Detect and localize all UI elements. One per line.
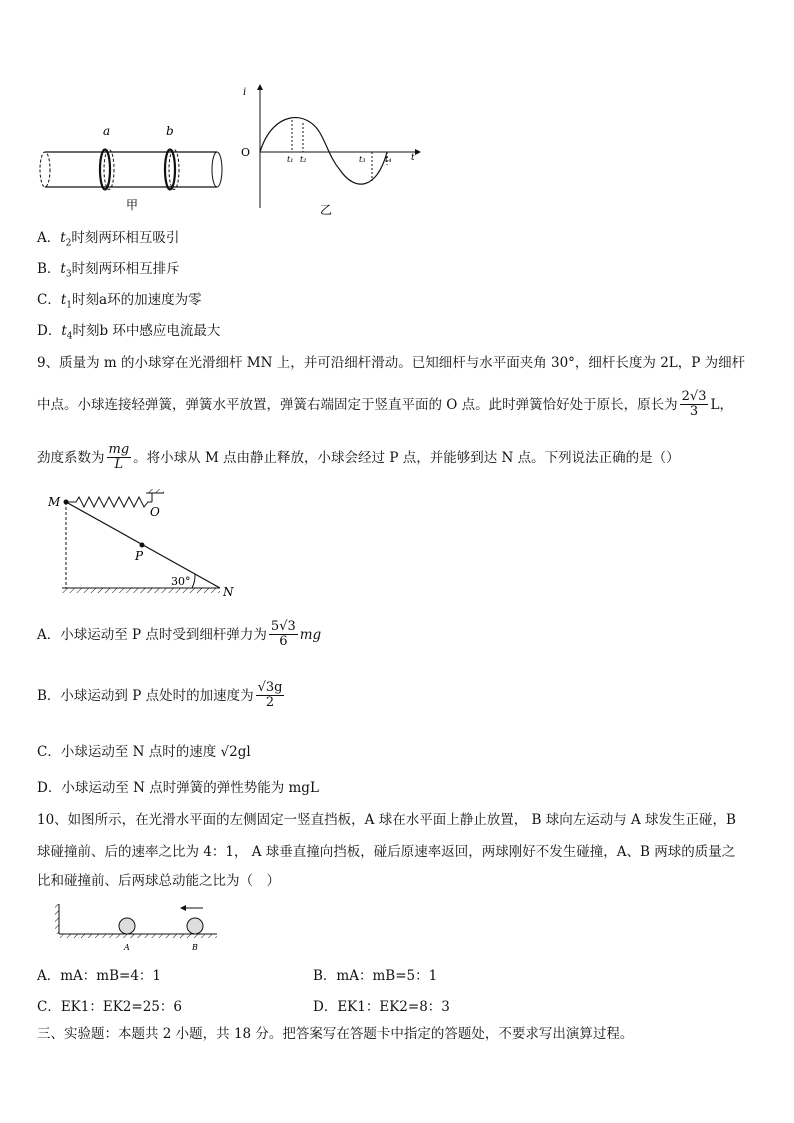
fraction-mg-over-L: $\frac{mg}{L}$	[108, 442, 130, 472]
label-M: M	[48, 495, 61, 509]
q8-option-a: A．$t_2$时刻两环相互吸引	[37, 230, 180, 249]
section-3-heading: 三、实验题：本题共 2 小题，共 18 分。把答案写在答题卡中指定的答题处，不要求写出演算过程。	[37, 1026, 634, 1042]
axis-t-label: t	[411, 153, 415, 163]
label-O: O	[150, 505, 160, 519]
tick-t3: t₃	[359, 155, 366, 164]
label-ball-b: B	[192, 943, 198, 952]
caption-jia: 甲	[126, 198, 139, 212]
figure-incline-spring	[40, 488, 250, 603]
figure-wall-balls	[55, 900, 225, 955]
q10-line1: 10、如图所示，在光滑水平面的左侧固定一竖直挡板，A 球在水平面上静止放置， B 球向左运动与 A 球发生正碰，B	[37, 812, 736, 828]
q9-line2: 中点。小球连接轻弹簧，弹簧水平放置，弹簧右端固定于竖直平面的 O 点。此时弹簧恰好处于原长，原长为 $\frac{2√3}{3}$ L，	[37, 389, 733, 419]
q9-option-b: B．小球运动到 P 点处时的加速度为 $\frac{√3g}{2}$	[37, 680, 283, 710]
origin-label: O	[241, 146, 251, 159]
q10-line2: 球碰撞前、后的速率之比为 4：1， A 球垂直撞向挡板，碰后原速率返回，两球刚好不发生碰撞，A、B 两球的质量之	[37, 844, 736, 860]
q9-option-a: A．小球运动至 P 点时受到细杆弹力为 $\frac{5√3}{6}$ mg	[37, 619, 322, 649]
q9-option-c: C．小球运动至 N 点时的速度 √2gl	[37, 744, 251, 760]
q9-line3: 劲度系数为 $\frac{mg}{L}$ 。将小球从 M 点由静止释放，小球会经过 P 点，并能够到达 N 点。下列说法正确的是（）	[37, 442, 680, 472]
q8-option-d: D．$t_4$时刻b 环中感应电流最大	[37, 323, 221, 342]
caption-yi: 乙	[320, 203, 333, 217]
q10-option-b: B．mA：mB=5：1	[313, 968, 438, 984]
label-ring-b: b	[166, 124, 174, 138]
q8-option-c: C．$t_1$时刻a环的加速度为零	[37, 292, 202, 311]
q10-option-d: D．EK1：EK2=8：3	[313, 999, 450, 1015]
q10-line3: 比和碰撞前、后两球总动能之比为（ ）	[37, 873, 280, 889]
q10-option-a: A．mA：mB=4：1	[37, 968, 162, 984]
figure-current-graph	[235, 80, 435, 220]
label-ball-a: A	[124, 943, 130, 952]
figure-cylinder-rings	[35, 115, 235, 215]
fraction-2root3-over-3: $\frac{2√3}{3}$	[681, 389, 707, 419]
axis-i-label: i	[243, 87, 247, 98]
label-P: P	[135, 549, 144, 563]
tick-t4: t₄	[385, 155, 392, 164]
label-ring-a: a	[103, 124, 111, 138]
q9-option-d: D．小球运动至 N 点时弹簧的弹性势能为 mgL	[37, 780, 319, 796]
label-N: N	[223, 585, 234, 599]
tick-t2: t₂	[300, 155, 307, 164]
q8-option-b: B．$t_3$时刻两环相互排斥	[37, 261, 180, 280]
tick-t1: t₁	[287, 155, 294, 164]
label-angle: 30°	[171, 575, 191, 588]
q9-line1: 9、质量为 m 的小球穿在光滑细杆 MN 上，并可沿细杆滑动。已知细杆与水平面夹角 30°，细杆长度为 2L，P 为细杆	[37, 355, 746, 371]
q10-option-c: C．EK1：EK2=25：6	[37, 999, 182, 1015]
